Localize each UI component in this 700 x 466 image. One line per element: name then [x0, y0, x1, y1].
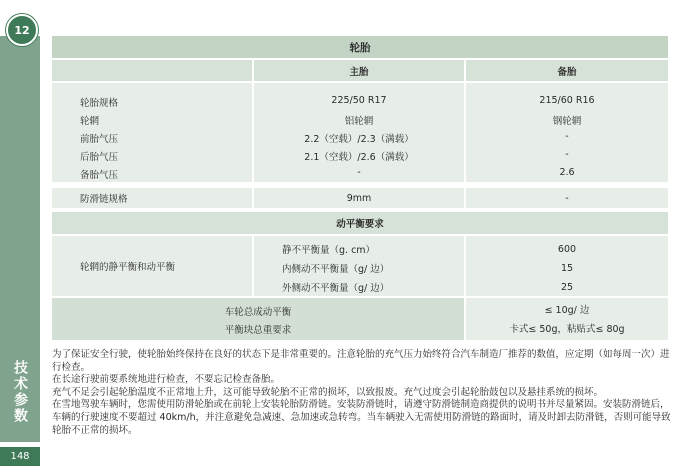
note-paragraph: 充气不足会引起轮胎温度不正常地上升，这可能导致轮胎不正常的损坏，以致报废。充气过度会引起轮胎鼓包以及悬挂系统的损坏。 [52, 386, 604, 398]
row-label: 前胎气压 [80, 134, 119, 145]
balance-item-label: 静不平衡量（g. cm） [282, 245, 376, 256]
balance-item-value: 25 [560, 282, 574, 293]
note-paragraph: 为了保证安全行驶，使轮胎始终保持在良好的状态下是非常重要的。注意轮胎的充气压力始终符合汽车制造厂推荐的数值，应定期（如每周一次）进行检查。 [52, 349, 670, 373]
section-title: 技术参数 [12, 360, 28, 424]
balance-item-label: 外侧动不平衡量（g/ 边） [282, 283, 390, 294]
notes [52, 349, 674, 437]
footer-value: 卡式≤ 50g，粘贴式≤ 80g [509, 324, 625, 335]
table-title: 轮胎 [52, 36, 668, 58]
row-main: 2.1（空载）/2.6（满载） [304, 152, 414, 163]
row-label: 备胎气压 [80, 170, 119, 181]
chapter-badge: 12 [6, 14, 38, 46]
row-spare: 215/60 R16 [539, 95, 595, 106]
chain-main: 9mm [254, 188, 464, 208]
row-spare: 钢轮辋 [552, 116, 582, 127]
chain-spare: - [466, 188, 668, 208]
row-main: 2.2（空载）/2.3（满载） [304, 134, 414, 145]
footer-label: 平衡块总重要求 [224, 325, 292, 336]
note-paragraph: 在长途行驶前要系统地进行检查，不要忘记检查备胎。 [52, 374, 281, 386]
row-spare: - [565, 149, 569, 160]
footer-value: ≤ 10g/ 边 [544, 305, 590, 316]
balance-item-value: 15 [560, 263, 574, 274]
note-paragraph: 在雪地驾驶车辆时，您需使用防滑轮胎或在前轮上安装轮胎防滑链。安装防滑链时，请遵守防滑链制造商提供的说明书并尽量紧固。安装防滑链后，车辆的行驶速度不要超过 40km/h，并注意避免急减速、急加速或急转弯。当车辆驶入无需使用防滑链的路面时，请及时卸去防滑链，否则可能导致轮胎不正常的损坏。 [52, 399, 671, 436]
row-label: 轮胎规格 [80, 98, 119, 109]
balance-item-value: 600 [557, 244, 577, 255]
balance-title: 动平衡要求 [52, 212, 668, 234]
balance-item-label: 内侧动不平衡量（g/ 边） [282, 264, 390, 275]
row-label: 轮辋 [80, 116, 100, 127]
header-spare: 备胎 [466, 60, 668, 81]
row-spare: 2.6 [559, 167, 575, 178]
footer-label: 车轮总成动平衡 [224, 307, 292, 318]
tire-table [52, 36, 668, 340]
row-spare: - [565, 131, 569, 142]
row-main: 225/50 R17 [331, 95, 387, 106]
header-main: 主胎 [254, 60, 464, 81]
row-main: - [357, 167, 361, 178]
chain-label: 防滑链规格 [52, 188, 252, 208]
page-number: 148 [0, 447, 40, 466]
row-main: 铝轮辋 [344, 116, 374, 127]
header-blank [52, 60, 252, 81]
balance-label: 轮辋的静平衡和动平衡 [52, 236, 252, 296]
sidebar [0, 0, 40, 466]
row-label: 后胎气压 [80, 152, 119, 163]
